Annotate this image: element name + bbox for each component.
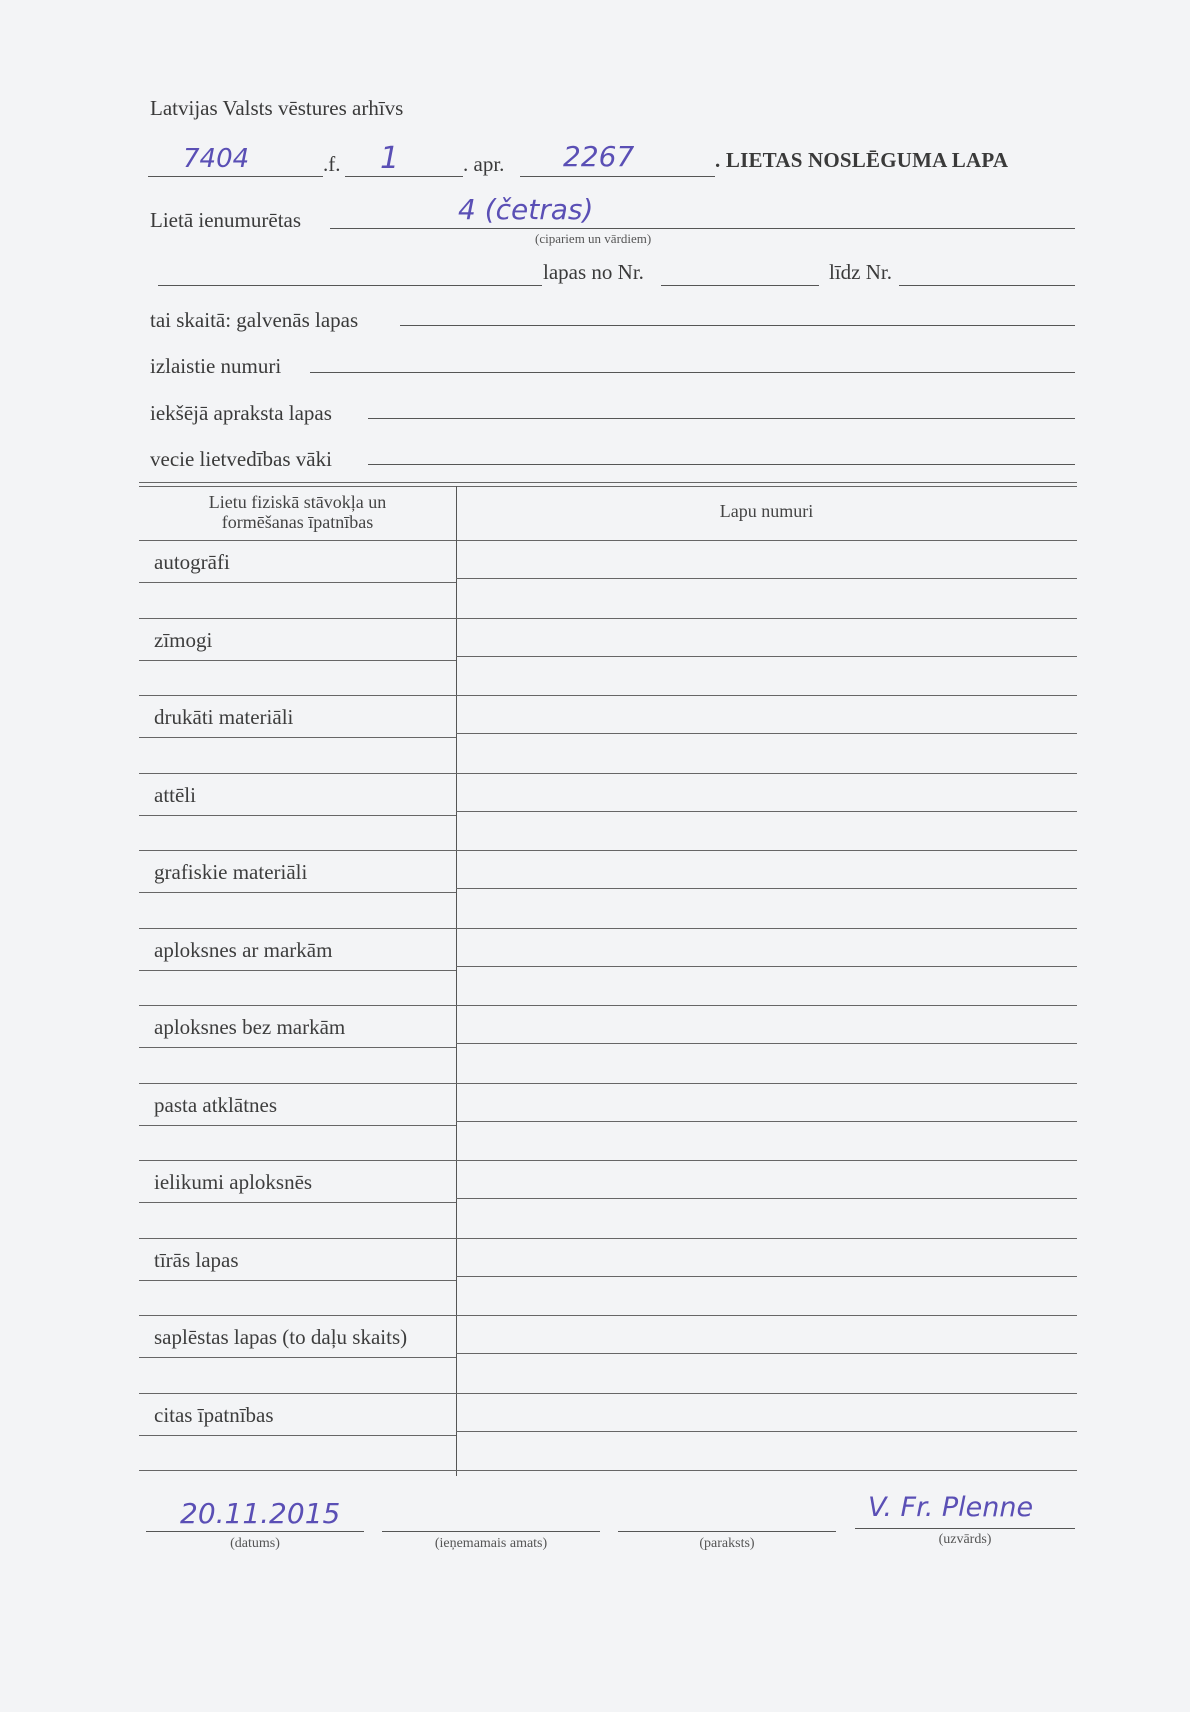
table-row-line [139, 1357, 456, 1358]
archive-name: Latvijas Valsts vēstures arhīvs [150, 96, 404, 120]
skipped-numbers-label: izlaistie numuri [150, 354, 282, 378]
numbered-hint: (cipariem un vārdiem) [535, 231, 652, 246]
table-row-label: drukāti materiāli [154, 705, 294, 729]
pages-from-label: lapas no Nr. [543, 260, 644, 284]
table-row-line [456, 1121, 1077, 1122]
col1-header: Lietu fiziskā stāvokļa un formēšanas īpatnības [208, 492, 387, 532]
table-row-line [139, 928, 1077, 929]
table-top-line-2 [139, 486, 1077, 487]
position-line [382, 1531, 600, 1532]
table-header-bottom [139, 540, 1077, 541]
surname-line [855, 1528, 1075, 1529]
table-row-line [139, 1315, 1077, 1316]
table-row-label: ielikumi aploksnēs [154, 1170, 313, 1194]
table-row-label: aploksnes bez markām [154, 1015, 346, 1039]
main-pages-label: tai skaitā: galvenās lapas [150, 308, 359, 332]
table-row-line [139, 1393, 1077, 1394]
table-column-divider [456, 486, 457, 1476]
internal-desc-line [368, 418, 1075, 419]
pages-prefix-line [158, 285, 542, 286]
internal-desc-label: iekšējā apraksta lapas [150, 401, 332, 425]
features-table [139, 482, 1077, 1476]
signature-caption: (paraksts) [699, 1536, 755, 1551]
table-row-line [139, 582, 456, 583]
table-row-line [139, 695, 1077, 696]
main-pages-line [400, 325, 1075, 326]
page-title: . LIETAS NOSLĒGUMA LAPA [715, 148, 1009, 172]
numbered-label: Lietā ienumurētas [150, 208, 302, 232]
fonds-suffix: .f. [323, 152, 341, 176]
table-row-line [139, 1047, 456, 1048]
fonds-line [148, 176, 323, 177]
old-covers-label: vecie lietvedības vāki [150, 447, 332, 471]
table-row-label: citas īpatnības [154, 1402, 274, 1427]
table-row-line [139, 1280, 456, 1281]
table-row-line [139, 1238, 1077, 1239]
table-row-line [139, 1083, 1077, 1084]
table-row-line [139, 1435, 456, 1436]
table-row-line [139, 660, 456, 661]
table-row-line [456, 1198, 1077, 1199]
table-row-line [139, 737, 456, 738]
fonds-number-handwritten: 7404 [183, 144, 250, 174]
date-caption: (datums) [230, 1536, 280, 1551]
case-line [520, 176, 715, 177]
table-row-label: tīrās lapas [154, 1247, 239, 1272]
table-row-line [139, 815, 456, 816]
table-row-line [456, 1431, 1077, 1432]
opis-suffix: . apr. [463, 152, 505, 176]
table-row-line [139, 892, 456, 893]
table-row-line [456, 888, 1077, 889]
table-row-line [456, 811, 1077, 812]
date-handwritten: 20.11.2015 [180, 1497, 341, 1530]
table-row-label: pasta atklātnes [154, 1092, 278, 1117]
position-caption: (ieņemamais amats) [434, 1536, 548, 1551]
table-row-line [139, 1005, 1077, 1006]
signature-line [618, 1531, 836, 1532]
table-row-line [456, 1043, 1077, 1044]
numbered-value-handwritten: 4 (četras) [458, 193, 594, 226]
surname-handwritten: V. Fr. Plenne [868, 1492, 1034, 1523]
table-row-line [139, 970, 456, 971]
table-row-label: autogrāfi [154, 550, 230, 574]
table-row-label: saplēstas lapas (to daļu skaits) [154, 1325, 408, 1349]
col2-header: Lapu numuri [719, 501, 814, 521]
table-row-line [456, 578, 1077, 579]
table-top-line [139, 482, 1077, 483]
opis-line [345, 176, 463, 177]
pages-from-line [661, 285, 819, 286]
pages-to-label: līdz Nr. [829, 260, 892, 284]
skipped-numbers-line [310, 372, 1075, 373]
table-row-label: grafiskie materiāli [154, 860, 308, 884]
table-row-line [139, 1470, 1077, 1471]
table-row-line [456, 1276, 1077, 1277]
table-row-line [456, 966, 1077, 967]
table-row-line [456, 733, 1077, 734]
table-row-label: zīmogi [154, 627, 213, 652]
table-row-line [139, 1202, 456, 1203]
table-row-label: aploksnes ar markām [154, 937, 333, 962]
old-covers-line [368, 464, 1075, 465]
table-row-line [139, 1125, 456, 1126]
table-row-line [139, 773, 1077, 774]
table-row-line [139, 850, 1077, 851]
table-row-line [139, 1160, 1077, 1161]
surname-caption: (uzvārds) [938, 1532, 992, 1547]
pages-to-line [899, 285, 1075, 286]
case-number-handwritten: 2267 [563, 140, 635, 173]
opis-number-handwritten: 1 [380, 141, 400, 176]
table-row-line [139, 618, 1077, 619]
numbered-line [330, 228, 1075, 229]
table-row-label: attēli [154, 782, 196, 807]
table-row-line [456, 1353, 1077, 1354]
table-row-line [456, 656, 1077, 657]
date-line [146, 1531, 364, 1532]
